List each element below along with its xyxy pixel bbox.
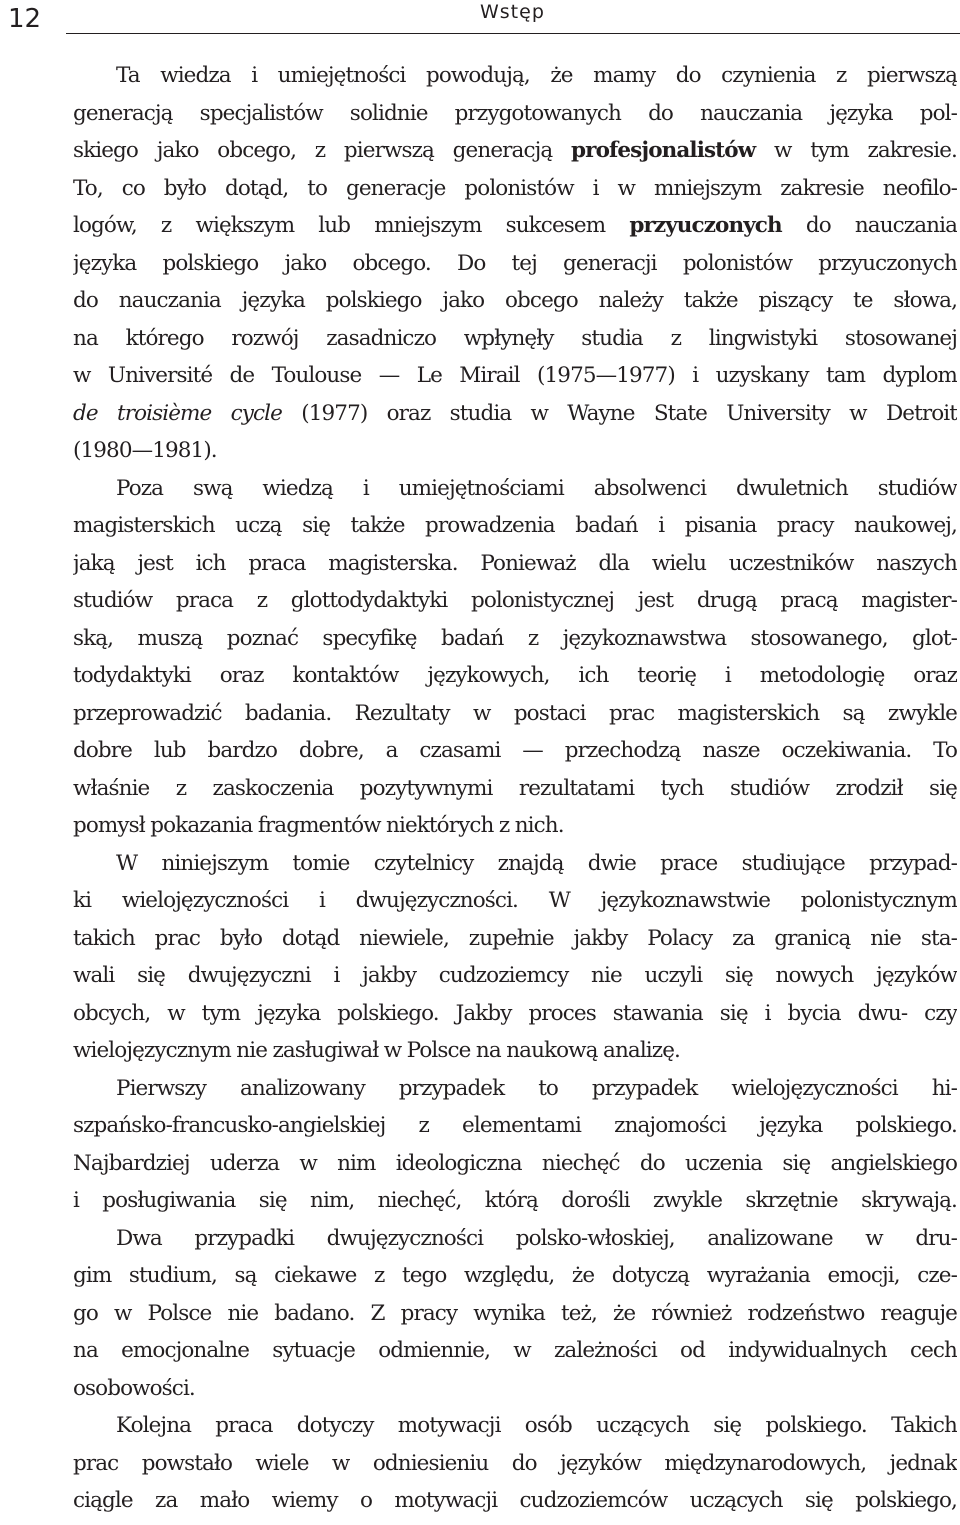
text-line: Najbardziej uderza w nim ideologiczna niechęć do uczenia się angielskiego	[73, 1150, 957, 1176]
header-rule	[66, 33, 960, 34]
text-line: Dwa przypadki dwujęzyczności polsko-włoskiej, analizowane w dru-	[116, 1225, 957, 1251]
text-line: ską, muszą poznać specyfikę badań z językoznawstwa stosowanego, glot-	[73, 625, 957, 651]
text-run: w tym zakresie.	[755, 138, 957, 163]
text-line: na emocjonalne sytuacje odmiennie, w zależności od indywidualnych cech	[73, 1338, 957, 1363]
paragraph	[73, 1407, 957, 1520]
text-line: do nauczania języka polskiego jako obcego należy także piszący te słowa,	[73, 288, 957, 313]
text-line: pomysł pokazania fragmentów niektórych z nich.	[73, 813, 564, 838]
text-line: jaką jest ich praca magisterska. Ponieważ dla wielu uczestników naszych	[73, 550, 957, 576]
text-line: wielojęzycznym nie zasługiwał w Polsce na naukową analizę.	[73, 1038, 680, 1063]
text-line: Pierwszy analizowany przypadek to przypadek wielojęzyczności hi-	[116, 1075, 957, 1101]
text-run: do nauczania	[781, 213, 957, 238]
bold-term: przyuczonych	[629, 213, 782, 238]
text-run: logów, z większym lub mniejszym sukcesem	[73, 213, 630, 238]
text-line: To, co było dotąd, to generacje polonistów i w mniejszym zakresie neofilo-	[73, 175, 957, 201]
text-line: takich prac było dotąd niewiele, zupełnie jakby Polacy za granicą nie sta-	[73, 925, 957, 951]
text-line: przeprowadzić badania. Rezultaty w postaci prac magisterskich są zwykle	[73, 700, 957, 726]
text-line: i posługiwania się nim, niechęć, którą dorośli zwykle skrzętnie skrywają.	[73, 1188, 957, 1213]
text-line: szpańsko-francusko-angielskiej z elementami znajomości języka polskiego.	[73, 1113, 957, 1138]
running-head: Wstęp	[480, 1, 545, 23]
text-line: ciągle za mało wiemy o motywacji cudzoziemców uczących się polskiego,	[73, 1488, 957, 1513]
paragraph	[73, 1220, 957, 1408]
text-line: (1980—1981).	[73, 438, 217, 463]
text-line: studiów praca z glottodydaktyki polonistycznej jest drugą pracą magister-	[73, 588, 957, 613]
text-body	[73, 57, 957, 1520]
text-line: ki wielojęzyczności i dwujęzyczności. W językoznawstwie polonistycznym	[73, 888, 957, 913]
text-line: osobowości.	[73, 1375, 195, 1401]
text-run: (1977) oraz studia w Wayne State University w Detroit	[281, 400, 957, 426]
paragraph	[73, 845, 957, 1070]
text-line: todydaktyki oraz kontaktów językowych, ich teorię i metodologię oraz	[73, 663, 957, 688]
text-line: obcych, w tym języka polskiego. Jakby proces stawania się i bycia dwu- czy	[73, 1000, 957, 1026]
text-line: dobre lub bardzo dobre, a czasami — przechodzą nasze oczekiwania. To	[73, 738, 957, 763]
text-line: na którego rozwój zasadniczo wpłynęły studia z lingwistyki stosowanej	[73, 325, 957, 351]
text-line: go w Polsce nie badano. Z pracy wynika też, że również rodzeństwo reaguje	[73, 1300, 957, 1326]
page-number: 12	[8, 4, 42, 34]
bold-term: profesjonalistów	[571, 138, 756, 163]
text-line: w Université de Toulouse — Le Mirail (1975—1977) i uzyskany tam dyplom	[73, 363, 957, 388]
text-line: prac powstało wiele w odniesieniu do języków międzynarodowych, jednak	[73, 1450, 957, 1476]
paragraph	[73, 57, 957, 470]
text-line: Kolejna praca dotyczy motywacji osób uczących się polskiego. Takich	[116, 1413, 957, 1438]
text-line: magisterskich uczą się także prowadzenia badań i pisania pracy naukowej,	[73, 513, 957, 538]
text-line	[73, 132, 957, 170]
text-line	[73, 395, 957, 433]
text-line: właśnie z zaskoczenia pozytywnymi rezultatami tych studiów zrodził się	[73, 775, 957, 801]
text-run: skiego jako obcego, z pierwszą generacją	[73, 138, 572, 163]
text-line: W niniejszym tomie czytelnicy znajdą dwie prace studiujące przypad-	[116, 850, 957, 876]
text-line	[73, 207, 957, 245]
text-line: języka polskiego jako obcego. Do tej generacji polonistów przyuczonych	[73, 250, 957, 276]
paragraph	[73, 1070, 957, 1220]
italic-term: de troisième cycle	[73, 400, 282, 426]
text-line: Ta wiedza i umiejętności powodują, że mamy do czynienia z pierwszą	[116, 63, 957, 88]
text-line: wali się dwujęzyczni i jakby cudzoziemcy nie uczyli się nowych języków	[73, 963, 957, 988]
text-line: Poza swą wiedzą i umiejętnościami absolwenci dwuletnich studiów	[116, 475, 957, 501]
text-line: gim studium, są ciekawe z tego względu, że dotyczą wyrażania emocji, cze-	[73, 1263, 957, 1288]
paragraph	[73, 470, 957, 845]
text-line: generacją specjalistów solidnie przygotowanych do nauczania języka pol-	[73, 100, 957, 126]
